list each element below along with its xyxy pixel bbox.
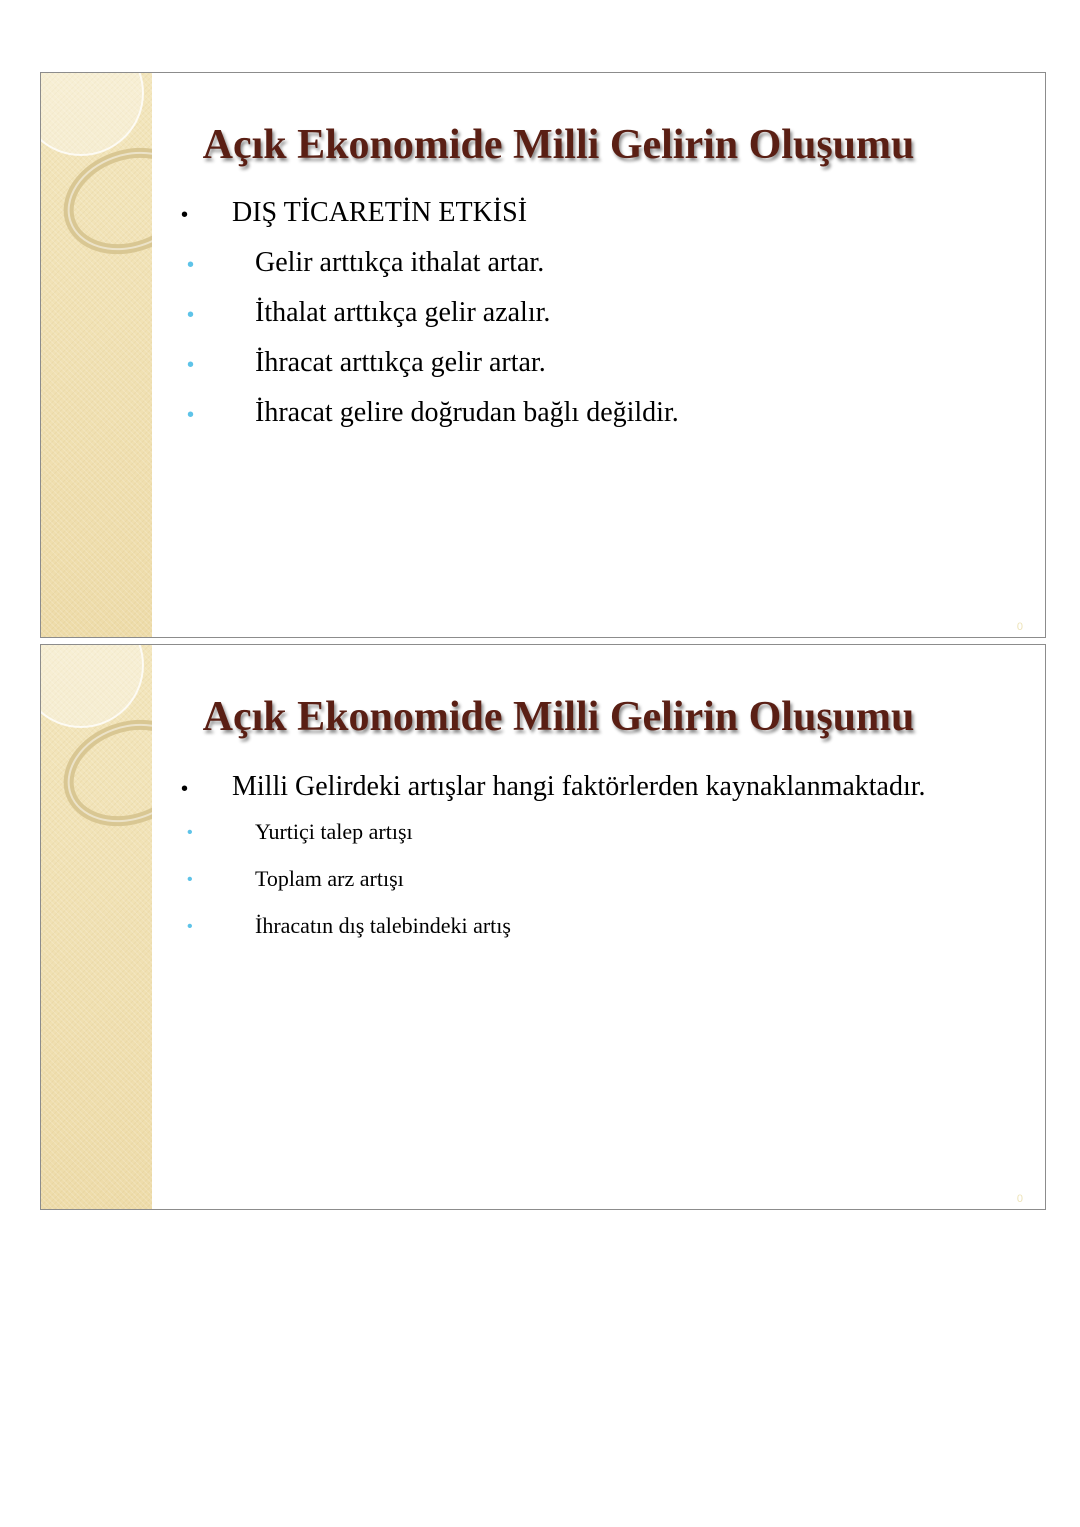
bullet-text: Gelir arttıkça ithalat artar. [255, 247, 545, 278]
bullet-text: İhracat gelire doğrudan bağlı değildir. [255, 397, 679, 428]
bullet-icon: • [187, 918, 193, 935]
slide-title: Açık Ekonomide Milli Gelirin Oluşumu [202, 122, 915, 168]
bullet-icon: • [181, 204, 189, 226]
bullet-icon: • [181, 778, 189, 800]
slide-1 [40, 72, 1046, 638]
list-item [181, 195, 679, 245]
bullet-icon: • [187, 871, 193, 888]
slide-title: Açık Ekonomide Milli Gelirin Oluşumu [202, 694, 915, 740]
bullet-list [181, 769, 926, 958]
list-item [181, 817, 926, 864]
list-item [181, 345, 679, 395]
bullet-text: Milli Gelirdeki artışlar hangi faktörlerden kaynaklanmaktadır. [232, 771, 926, 802]
bullet-list [181, 195, 679, 445]
bullet-icon: • [187, 824, 193, 841]
list-item [181, 245, 679, 295]
list-item [181, 769, 926, 817]
bullet-icon: • [187, 304, 195, 326]
list-item [181, 295, 679, 345]
decorative-rings-icon [41, 645, 152, 1210]
bullet-text: Yurtiçi talep artışı [255, 819, 413, 844]
bullet-icon: • [187, 404, 195, 426]
bullet-icon: • [187, 354, 195, 376]
decorative-rings-icon [41, 73, 152, 638]
list-item [181, 864, 926, 911]
decorative-side-panel [41, 73, 152, 637]
slide-2 [40, 644, 1046, 1210]
list-item [181, 911, 926, 958]
decorative-side-panel [41, 645, 152, 1209]
bullet-icon: • [187, 254, 195, 276]
list-item [181, 395, 679, 445]
slide-number: 0 [1016, 1193, 1023, 1205]
bullet-text: İhracatın dış talebindeki artış [255, 913, 511, 938]
bullet-text: DIŞ TİCARETİN ETKİSİ [232, 197, 528, 228]
bullet-text: İhracat arttıkça gelir artar. [255, 347, 546, 378]
bullet-text: Toplam arz artışı [255, 866, 404, 891]
bullet-text: İthalat arttıkça gelir azalır. [255, 297, 551, 328]
slide-number: 0 [1016, 621, 1023, 633]
